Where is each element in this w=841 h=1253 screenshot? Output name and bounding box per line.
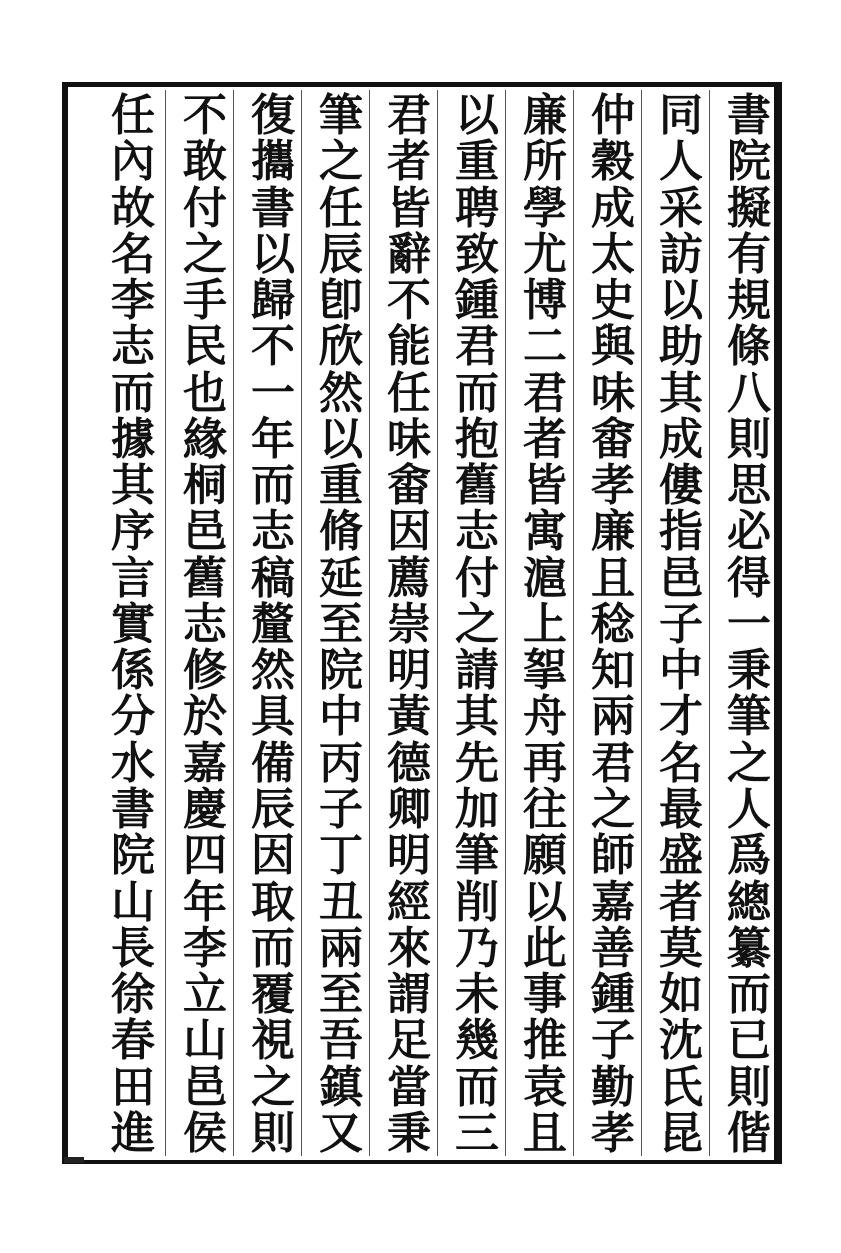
glyph: 味	[387, 413, 431, 465]
text-column-4	[510, 90, 580, 1159]
glyph: 寓	[523, 506, 567, 558]
glyph: 且	[591, 552, 635, 604]
glyph: 鍾	[455, 275, 499, 327]
text-column-1	[714, 90, 784, 1159]
glyph: 又	[319, 1107, 363, 1159]
glyph: 訪	[659, 228, 703, 280]
glyph: 辭	[387, 228, 431, 280]
glyph: 而	[455, 1061, 499, 1113]
glyph: 長	[111, 922, 155, 974]
text-column-3	[578, 90, 648, 1159]
text-column-10	[98, 90, 168, 1159]
glyph: 君	[591, 737, 635, 789]
glyph: 志	[111, 321, 155, 373]
glyph: 之	[251, 1061, 295, 1113]
glyph: 者	[523, 413, 567, 465]
glyph: 思	[727, 460, 771, 512]
glyph: 之	[591, 783, 635, 835]
glyph: 穀	[591, 136, 635, 188]
glyph: 廉	[523, 90, 567, 141]
glyph: 莫	[659, 922, 703, 974]
glyph: 舊	[183, 552, 227, 604]
glyph: 秉	[727, 645, 771, 697]
glyph: 明	[387, 830, 431, 882]
glyph: 名	[659, 737, 703, 789]
glyph: 修	[183, 645, 227, 697]
glyph: 子	[319, 783, 363, 835]
glyph: 進	[111, 1107, 155, 1159]
glyph: 延	[319, 552, 363, 604]
glyph: 舊	[455, 460, 499, 512]
glyph: 筆	[455, 830, 499, 882]
glyph: 氏	[659, 1061, 703, 1113]
glyph: 來	[387, 922, 431, 974]
glyph: 經	[387, 876, 431, 928]
glyph: 四	[183, 830, 227, 882]
glyph: 請	[455, 645, 499, 697]
glyph: 味	[591, 367, 635, 419]
glyph: 一	[727, 598, 771, 650]
glyph: 不	[183, 90, 227, 141]
ink-speck	[64, 1157, 84, 1163]
glyph: 卽	[319, 275, 363, 327]
glyph: 史	[591, 275, 635, 327]
glyph: 未	[455, 969, 499, 1021]
glyph: 兩	[319, 922, 363, 974]
glyph: 民	[183, 321, 227, 373]
glyph: 則	[251, 1107, 295, 1159]
glyph: 丑	[319, 876, 363, 928]
text-column-6	[374, 90, 444, 1159]
glyph: 推	[523, 1015, 567, 1067]
glyph: 之	[455, 598, 499, 650]
glyph: 辰	[251, 783, 295, 835]
glyph: 以	[251, 228, 295, 280]
glyph: 君	[523, 367, 567, 419]
glyph: 三	[455, 1107, 499, 1159]
glyph: 袁	[523, 1061, 567, 1113]
glyph: 內	[111, 136, 155, 188]
glyph: 鎮	[319, 1061, 363, 1113]
glyph: 覆	[251, 969, 295, 1021]
glyph: 吾	[319, 1015, 363, 1067]
glyph: 丁	[319, 830, 363, 882]
glyph: 往	[523, 783, 567, 835]
glyph: 以	[523, 876, 567, 928]
glyph: 勤	[591, 1061, 635, 1113]
glyph: 桐	[183, 460, 227, 512]
glyph: 筆	[727, 691, 771, 743]
glyph: 之	[727, 737, 771, 789]
glyph: 者	[387, 136, 431, 188]
glyph: 立	[183, 969, 227, 1021]
glyph: 君	[455, 321, 499, 373]
glyph: 德	[387, 737, 431, 789]
glyph: 子	[659, 598, 703, 650]
glyph: 至	[319, 598, 363, 650]
glyph: 丙	[319, 737, 363, 789]
glyph: 重	[455, 136, 499, 188]
glyph: 崇	[387, 598, 431, 650]
glyph: 已	[727, 1015, 771, 1067]
glyph: 嘉	[183, 737, 227, 789]
glyph: 條	[727, 321, 771, 373]
glyph: 其	[455, 691, 499, 743]
glyph: 且	[523, 1107, 567, 1159]
glyph: 而	[251, 922, 295, 974]
glyph: 鍾	[591, 969, 635, 1021]
glyph: 年	[251, 413, 295, 465]
glyph: 善	[591, 922, 635, 974]
glyph: 視	[251, 1015, 295, 1067]
glyph: 幾	[455, 1015, 499, 1067]
glyph: 徐	[111, 969, 155, 1021]
glyph: 纂	[727, 922, 771, 974]
glyph: 黃	[387, 691, 431, 743]
glyph: 卿	[387, 783, 431, 835]
glyph: 謂	[387, 969, 431, 1021]
glyph: 則	[727, 1061, 771, 1113]
glyph: 任	[111, 90, 155, 141]
glyph: 書	[251, 182, 295, 234]
glyph: 爲	[727, 830, 771, 882]
glyph: 也	[183, 367, 227, 419]
glyph: 中	[319, 691, 363, 743]
glyph: 聘	[455, 182, 499, 234]
glyph: 任	[387, 367, 431, 419]
glyph: 而	[455, 367, 499, 419]
glyph: 盛	[659, 830, 703, 882]
glyph: 師	[591, 830, 635, 882]
glyph: 孝	[591, 1107, 635, 1159]
glyph: 太	[591, 228, 635, 280]
glyph: 成	[591, 182, 635, 234]
glyph: 加	[455, 783, 499, 835]
glyph: 最	[659, 783, 703, 835]
glyph: 然	[319, 367, 363, 419]
glyph: 願	[523, 830, 567, 882]
glyph: 尤	[523, 228, 567, 280]
glyph: 當	[387, 1061, 431, 1113]
glyph: 據	[111, 413, 155, 465]
glyph: 具	[251, 691, 295, 743]
glyph: 邑	[659, 552, 703, 604]
glyph: 乃	[455, 922, 499, 974]
glyph: 總	[727, 876, 771, 928]
glyph: 敢	[183, 136, 227, 188]
glyph: 如	[659, 969, 703, 1021]
glyph: 成	[659, 413, 703, 465]
glyph: 之	[183, 228, 227, 280]
glyph: 稔	[591, 598, 635, 650]
glyph: 規	[727, 275, 771, 327]
glyph: 舟	[523, 691, 567, 743]
glyph: 攜	[251, 136, 295, 188]
glyph: 畬	[591, 413, 635, 465]
glyph: 助	[659, 321, 703, 373]
glyph: 皆	[387, 182, 431, 234]
glyph: 擬	[727, 182, 771, 234]
glyph: 書	[727, 90, 771, 141]
glyph: 其	[111, 460, 155, 512]
glyph: 志	[455, 506, 499, 558]
glyph: 序	[111, 506, 155, 558]
glyph: 係	[111, 645, 155, 697]
glyph: 任	[319, 182, 363, 234]
text-column-5	[442, 90, 512, 1159]
glyph: 復	[251, 90, 295, 141]
glyph: 重	[319, 460, 363, 512]
glyph: 名	[111, 228, 155, 280]
glyph: 侯	[183, 1107, 227, 1159]
glyph: 脩	[319, 506, 363, 558]
glyph: 廉	[591, 506, 635, 558]
text-column-2	[646, 90, 716, 1159]
glyph: 而	[727, 969, 771, 1021]
glyph: 書	[111, 783, 155, 835]
glyph: 不	[251, 321, 295, 373]
glyph: 歸	[251, 275, 295, 327]
glyph: 然	[251, 645, 295, 697]
glyph: 才	[659, 691, 703, 743]
glyph: 李	[183, 922, 227, 974]
glyph: 院	[111, 830, 155, 882]
glyph: 欣	[319, 321, 363, 373]
glyph: 必	[727, 506, 771, 558]
glyph: 其	[659, 367, 703, 419]
glyph: 言	[111, 552, 155, 604]
glyph: 分	[111, 691, 155, 743]
glyph: 八	[727, 367, 771, 419]
glyph: 手	[183, 275, 227, 327]
glyph: 沈	[659, 1015, 703, 1067]
glyph: 筆	[319, 90, 363, 141]
glyph: 以	[319, 413, 363, 465]
glyph: 與	[591, 321, 635, 373]
glyph: 二	[523, 321, 567, 373]
glyph: 至	[319, 969, 363, 1021]
glyph: 故	[111, 182, 155, 234]
glyph: 事	[523, 969, 567, 1021]
glyph: 志	[183, 598, 227, 650]
glyph: 畬	[387, 460, 431, 512]
glyph: 僂	[659, 460, 703, 512]
glyph: 兩	[591, 691, 635, 743]
glyph: 於	[183, 691, 227, 743]
glyph: 實	[111, 598, 155, 650]
glyph: 以	[659, 275, 703, 327]
glyph: 釐	[251, 598, 295, 650]
glyph: 滬	[523, 552, 567, 604]
glyph: 田	[111, 1061, 155, 1113]
glyph: 薦	[387, 552, 431, 604]
glyph: 辰	[319, 228, 363, 280]
glyph: 昆	[659, 1107, 703, 1159]
glyph: 之	[319, 136, 363, 188]
glyph: 抱	[455, 413, 499, 465]
glyph: 子	[591, 1015, 635, 1067]
glyph: 備	[251, 737, 295, 789]
glyph: 皆	[523, 460, 567, 512]
glyph: 而	[111, 367, 155, 419]
glyph: 采	[659, 182, 703, 234]
glyph: 春	[111, 1015, 155, 1067]
glyph: 水	[111, 737, 155, 789]
glyph: 緣	[183, 413, 227, 465]
glyph: 以	[455, 90, 499, 141]
glyph: 邑	[183, 1061, 227, 1113]
glyph: 得	[727, 552, 771, 604]
glyph: 院	[319, 645, 363, 697]
text-column-9	[170, 90, 240, 1159]
glyph: 知	[591, 645, 635, 697]
glyph: 再	[523, 737, 567, 789]
glyph: 學	[523, 182, 567, 234]
glyph: 山	[111, 876, 155, 928]
glyph: 能	[387, 321, 431, 373]
glyph: 李	[111, 275, 155, 327]
glyph: 人	[659, 136, 703, 188]
glyph: 明	[387, 645, 431, 697]
glyph: 者	[659, 876, 703, 928]
glyph: 博	[523, 275, 567, 327]
glyph: 付	[183, 182, 227, 234]
text-column-7	[306, 90, 376, 1159]
glyph: 足	[387, 1015, 431, 1067]
glyph: 上	[523, 598, 567, 650]
glyph: 山	[183, 1015, 227, 1067]
glyph: 一	[251, 367, 295, 419]
glyph: 取	[251, 876, 295, 928]
glyph: 而	[251, 460, 295, 512]
glyph: 付	[455, 552, 499, 604]
glyph: 偕	[727, 1107, 771, 1159]
glyph: 削	[455, 876, 499, 928]
glyph: 志	[251, 506, 295, 558]
glyph: 年	[183, 876, 227, 928]
glyph: 孝	[591, 460, 635, 512]
glyph: 秉	[387, 1107, 431, 1159]
glyph: 因	[251, 830, 295, 882]
glyph: 院	[727, 136, 771, 188]
glyph: 邑	[183, 506, 227, 558]
glyph: 君	[387, 90, 431, 141]
glyph: 則	[727, 413, 771, 465]
glyph: 不	[387, 275, 431, 327]
glyph: 嘉	[591, 876, 635, 928]
glyph: 同	[659, 90, 703, 141]
glyph: 挐	[523, 645, 567, 697]
glyph: 慶	[183, 783, 227, 835]
glyph: 人	[727, 783, 771, 835]
glyph: 致	[455, 228, 499, 280]
glyph: 所	[523, 136, 567, 188]
text-column-8	[238, 90, 308, 1159]
glyph: 稿	[251, 552, 295, 604]
glyph: 因	[387, 506, 431, 558]
glyph: 中	[659, 645, 703, 697]
glyph: 仲	[591, 90, 635, 141]
glyph: 此	[523, 922, 567, 974]
glyph: 指	[659, 506, 703, 558]
glyph: 先	[455, 737, 499, 789]
glyph: 有	[727, 228, 771, 280]
